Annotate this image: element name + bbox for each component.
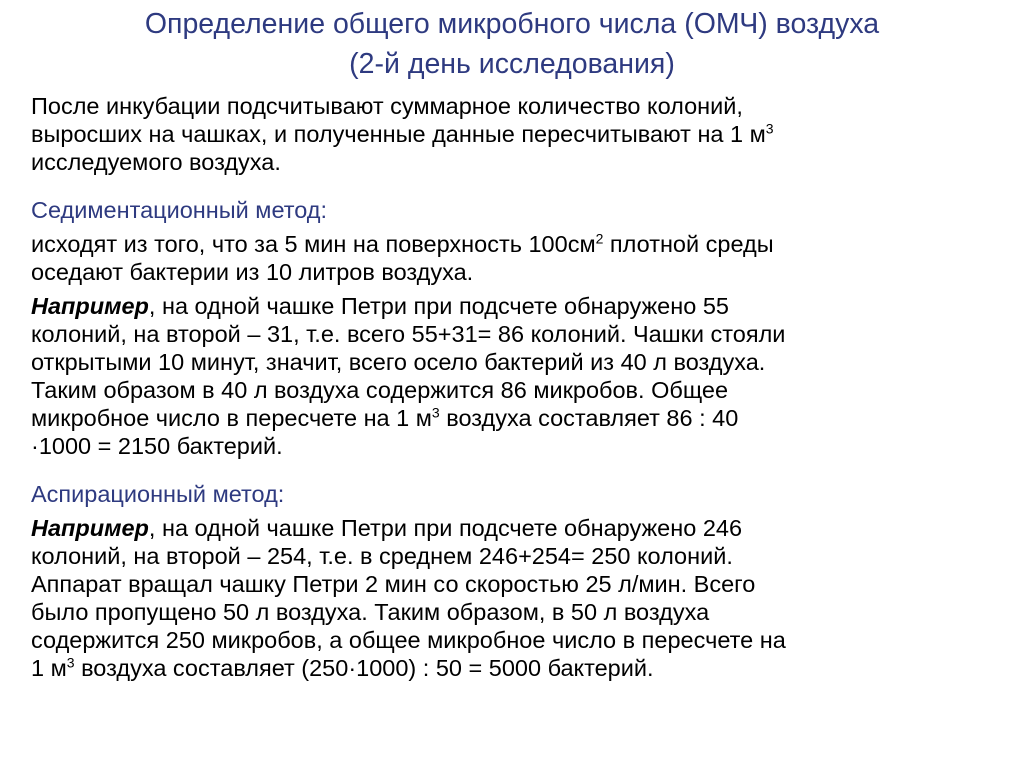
intro-line-2: выросших на чашках, и полученные данные пересчитывают на 1 $м^3$ [31,120,774,147]
superscript-2: 2 [595,230,604,247]
slide-body [31,92,1006,682]
superscript-3: 3 [66,654,75,671]
aspiration-example-line-1: Например, на одной чашке Петри при подсчете обнаружено 246 [31,515,743,541]
sedimentation-example-line-4: Таким образом в 40 л воздуха содержится 86 микробов. Общее [31,377,729,403]
sedimentation-example-line-3: открытыми 10 минут, значит, всего осело бактерий из 40 л воздуха. [31,349,766,375]
superscript-3: 3 [431,404,440,421]
aspiration-heading: Аспирационный метод: [31,481,285,507]
sedimentation-example-line-1: Например, на одной чашке Петри при подсчете обнаружено 55 [31,293,729,319]
sedimentation-rule-line-2: оседают бактерии из 10 литров воздуха. [31,259,474,285]
sedimentation-example-line-5: микробное число в пересчете на 1 $м^3$ воздуха составляет 86 : 40 [31,404,739,431]
title-line-1: Определение общего микробного числа (ОМЧ) воздуха [144,8,880,40]
sedimentation-rule [31,230,1006,286]
sedimentation-heading: Седиментационный метод: [31,197,328,223]
sedimentation-rule-line-1: исходят из того, что за 5 мин на поверхность $100см^2$ плотной среды [31,230,774,257]
aspiration-example-line-5: содержится 250 микробов, а общее микробное число в пересчете на [31,627,786,653]
aspiration-example-line-4: было пропущено 50 л воздуха. Таким образом, в 50 л воздуха [31,599,710,625]
slide-title [60,4,964,84]
aspiration-example-line-2: колоний, на второй – 254, т.е. в среднем 246+254= 250 колоний. [31,543,733,569]
intro-line-1: После инкубации подсчитывают суммарное количество колоний, [31,93,743,119]
aspiration-example [31,514,1006,682]
sedimentation-example-line-2: колоний, на второй – 31, т.е. всего 55+31= 86 колоний. Чашки стояли [31,321,786,347]
sedimentation-example [31,292,1006,460]
example-lead: Например [31,515,149,541]
intro-paragraph [31,92,1006,176]
aspiration-example-line-3: Аппарат вращал чашку Петри 2 мин со скоростью 25 л/мин. Всего [31,571,756,597]
title-line-2: (2-й день исследования) [349,48,675,80]
example-lead: Например [31,293,149,319]
superscript-3: 3 [765,120,774,137]
sedimentation-example-line-6: ·1000 = 2150 бактерий. [31,433,283,459]
intro-line-3: исследуемого воздуха. [31,149,281,175]
aspiration-example-line-6: 1 $м^3$ воздуха составляет (250·1000) : 50 = 5000 бактерий. [31,654,654,681]
